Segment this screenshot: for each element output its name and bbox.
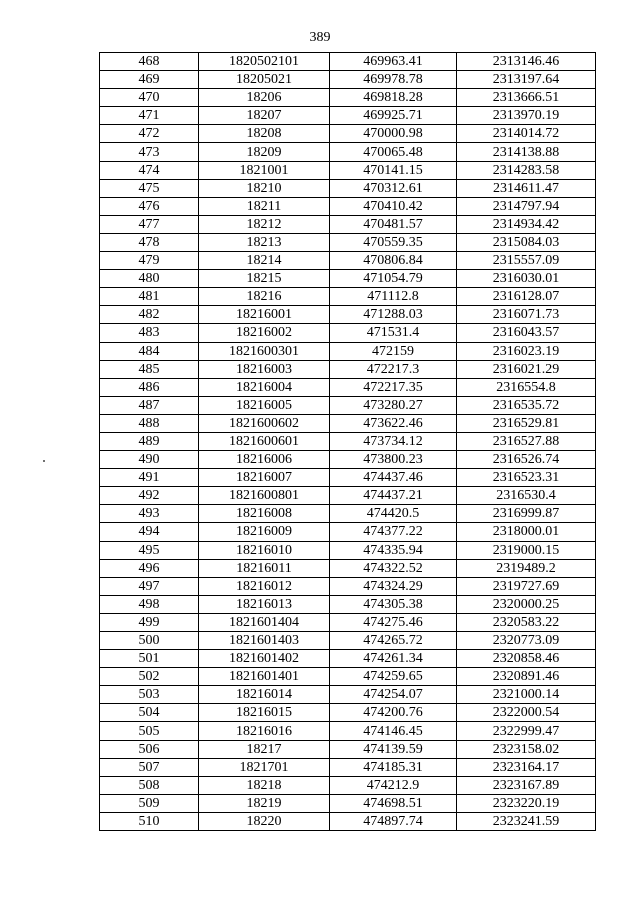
- row-index-cell: 476: [100, 197, 199, 215]
- point-id-cell: 18216009: [199, 523, 330, 541]
- row-index-cell: 471: [100, 107, 199, 125]
- row-index-cell: 485: [100, 360, 199, 378]
- x-coordinate-cell: 474322.52: [330, 559, 457, 577]
- x-coordinate-cell: 474335.94: [330, 541, 457, 559]
- y-coordinate-cell: 2320858.46: [457, 650, 596, 668]
- table-body: [100, 53, 596, 831]
- point-id-cell: 18220: [199, 812, 330, 830]
- table-row: [100, 505, 596, 523]
- y-coordinate-cell: 2319000.15: [457, 541, 596, 559]
- y-coordinate-cell: 2316023.19: [457, 342, 596, 360]
- table-row: [100, 740, 596, 758]
- x-coordinate-cell: 470141.15: [330, 161, 457, 179]
- row-index-cell: 510: [100, 812, 199, 830]
- point-id-cell: 1820502101: [199, 53, 330, 71]
- x-coordinate-cell: 473734.12: [330, 432, 457, 450]
- table-row: [100, 53, 596, 71]
- table-row: [100, 776, 596, 794]
- y-coordinate-cell: 2316043.57: [457, 324, 596, 342]
- y-coordinate-cell: 2320000.25: [457, 595, 596, 613]
- y-coordinate-cell: 2316999.87: [457, 505, 596, 523]
- x-coordinate-cell: 474259.65: [330, 668, 457, 686]
- point-id-cell: 18206: [199, 89, 330, 107]
- y-coordinate-cell: 2323164.17: [457, 758, 596, 776]
- point-id-cell: 18215: [199, 270, 330, 288]
- y-coordinate-cell: 2323158.02: [457, 740, 596, 758]
- table-row: [100, 396, 596, 414]
- table-row: [100, 215, 596, 233]
- table-row: [100, 107, 596, 125]
- x-coordinate-cell: 472217.3: [330, 360, 457, 378]
- row-index-cell: 469: [100, 71, 199, 89]
- point-id-cell: 18216006: [199, 451, 330, 469]
- row-index-cell: 498: [100, 595, 199, 613]
- table-row: [100, 161, 596, 179]
- row-index-cell: 484: [100, 342, 199, 360]
- y-coordinate-cell: 2316030.01: [457, 270, 596, 288]
- point-id-cell: 18216013: [199, 595, 330, 613]
- y-coordinate-cell: 2319489.2: [457, 559, 596, 577]
- y-coordinate-cell: 2316529.81: [457, 414, 596, 432]
- x-coordinate-cell: 469925.71: [330, 107, 457, 125]
- x-coordinate-cell: 474377.22: [330, 523, 457, 541]
- y-coordinate-cell: 2320583.22: [457, 613, 596, 631]
- y-coordinate-cell: 2320773.09: [457, 632, 596, 650]
- y-coordinate-cell: 2316530.4: [457, 487, 596, 505]
- y-coordinate-cell: 2313666.51: [457, 89, 596, 107]
- x-coordinate-cell: 474897.74: [330, 812, 457, 830]
- y-coordinate-cell: 2316535.72: [457, 396, 596, 414]
- point-id-cell: 18211: [199, 197, 330, 215]
- row-index-cell: 494: [100, 523, 199, 541]
- y-coordinate-cell: 2316071.73: [457, 306, 596, 324]
- x-coordinate-cell: 471112.8: [330, 288, 457, 306]
- x-coordinate-cell: 470806.84: [330, 252, 457, 270]
- row-index-cell: 478: [100, 233, 199, 251]
- point-id-cell: 18214: [199, 252, 330, 270]
- point-id-cell: 18216014: [199, 686, 330, 704]
- y-coordinate-cell: 2316128.07: [457, 288, 596, 306]
- table-row: [100, 577, 596, 595]
- point-id-cell: 18205021: [199, 71, 330, 89]
- row-index-cell: 502: [100, 668, 199, 686]
- row-index-cell: 504: [100, 704, 199, 722]
- x-coordinate-cell: 474200.76: [330, 704, 457, 722]
- y-coordinate-cell: 2313197.64: [457, 71, 596, 89]
- x-coordinate-cell: 474420.5: [330, 505, 457, 523]
- point-id-cell: 18213: [199, 233, 330, 251]
- y-coordinate-cell: 2316554.8: [457, 378, 596, 396]
- table-row: [100, 288, 596, 306]
- x-coordinate-cell: 474261.34: [330, 650, 457, 668]
- point-id-cell: 18216011: [199, 559, 330, 577]
- point-id-cell: 18216015: [199, 704, 330, 722]
- table-row: [100, 89, 596, 107]
- point-id-cell: 1821600602: [199, 414, 330, 432]
- point-id-cell: 1821600801: [199, 487, 330, 505]
- x-coordinate-cell: 470312.61: [330, 179, 457, 197]
- y-coordinate-cell: 2323220.19: [457, 794, 596, 812]
- point-id-cell: 1821001: [199, 161, 330, 179]
- point-id-cell: 18217: [199, 740, 330, 758]
- point-id-cell: 18216016: [199, 722, 330, 740]
- point-id-cell: 1821601401: [199, 668, 330, 686]
- row-index-cell: 488: [100, 414, 199, 432]
- table-row: [100, 794, 596, 812]
- y-coordinate-cell: 2323241.59: [457, 812, 596, 830]
- row-index-cell: 470: [100, 89, 199, 107]
- point-id-cell: 18216004: [199, 378, 330, 396]
- y-coordinate-cell: 2320891.46: [457, 668, 596, 686]
- row-index-cell: 503: [100, 686, 199, 704]
- table-row: [100, 469, 596, 487]
- y-coordinate-cell: 2313970.19: [457, 107, 596, 125]
- x-coordinate-cell: 469963.41: [330, 53, 457, 71]
- row-index-cell: 496: [100, 559, 199, 577]
- table-row: [100, 378, 596, 396]
- table-row: [100, 306, 596, 324]
- y-coordinate-cell: 2314014.72: [457, 125, 596, 143]
- point-id-cell: 18210: [199, 179, 330, 197]
- row-index-cell: 499: [100, 613, 199, 631]
- point-id-cell: 1821701: [199, 758, 330, 776]
- row-index-cell: 492: [100, 487, 199, 505]
- row-index-cell: 495: [100, 541, 199, 559]
- x-coordinate-cell: 471054.79: [330, 270, 457, 288]
- point-id-cell: 18216: [199, 288, 330, 306]
- point-id-cell: 18216003: [199, 360, 330, 378]
- row-index-cell: 489: [100, 432, 199, 450]
- table-row: [100, 414, 596, 432]
- point-id-cell: 18216005: [199, 396, 330, 414]
- table-row: [100, 559, 596, 577]
- row-index-cell: 474: [100, 161, 199, 179]
- x-coordinate-cell: 474185.31: [330, 758, 457, 776]
- x-coordinate-cell: 474698.51: [330, 794, 457, 812]
- table-row: [100, 270, 596, 288]
- point-id-cell: 18209: [199, 143, 330, 161]
- row-index-cell: 506: [100, 740, 199, 758]
- point-id-cell: 1821601403: [199, 632, 330, 650]
- y-coordinate-cell: 2316526.74: [457, 451, 596, 469]
- table-row: [100, 650, 596, 668]
- x-coordinate-cell: 471288.03: [330, 306, 457, 324]
- y-coordinate-cell: 2314138.88: [457, 143, 596, 161]
- table-row: [100, 360, 596, 378]
- point-id-cell: 18216008: [199, 505, 330, 523]
- row-index-cell: 481: [100, 288, 199, 306]
- table-row: [100, 704, 596, 722]
- y-coordinate-cell: 2322999.47: [457, 722, 596, 740]
- y-coordinate-cell: 2314283.58: [457, 161, 596, 179]
- x-coordinate-cell: 470481.57: [330, 215, 457, 233]
- table-row: [100, 125, 596, 143]
- y-coordinate-cell: 2314611.47: [457, 179, 596, 197]
- row-index-cell: 501: [100, 650, 199, 668]
- x-coordinate-cell: 471531.4: [330, 324, 457, 342]
- x-coordinate-cell: 472217.35: [330, 378, 457, 396]
- table-row: [100, 324, 596, 342]
- point-id-cell: 18216002: [199, 324, 330, 342]
- table-row: [100, 252, 596, 270]
- table-row: [100, 758, 596, 776]
- row-index-cell: 480: [100, 270, 199, 288]
- table-row: [100, 179, 596, 197]
- point-id-cell: 18216012: [199, 577, 330, 595]
- x-coordinate-cell: 474254.07: [330, 686, 457, 704]
- y-coordinate-cell: 2315557.09: [457, 252, 596, 270]
- x-coordinate-cell: 474305.38: [330, 595, 457, 613]
- point-id-cell: 1821600301: [199, 342, 330, 360]
- row-index-cell: 507: [100, 758, 199, 776]
- table-row: [100, 812, 596, 830]
- point-id-cell: 18208: [199, 125, 330, 143]
- table-row: [100, 632, 596, 650]
- row-index-cell: 508: [100, 776, 199, 794]
- row-index-cell: 482: [100, 306, 199, 324]
- row-index-cell: 491: [100, 469, 199, 487]
- y-coordinate-cell: 2316523.31: [457, 469, 596, 487]
- table-row: [100, 668, 596, 686]
- point-id-cell: 18216010: [199, 541, 330, 559]
- table-row: [100, 487, 596, 505]
- y-coordinate-cell: 2315084.03: [457, 233, 596, 251]
- coordinates-table: [99, 52, 596, 831]
- y-coordinate-cell: 2314934.42: [457, 215, 596, 233]
- row-index-cell: 500: [100, 632, 199, 650]
- y-coordinate-cell: 2318000.01: [457, 523, 596, 541]
- row-index-cell: 473: [100, 143, 199, 161]
- point-id-cell: 1821600601: [199, 432, 330, 450]
- x-coordinate-cell: 470410.42: [330, 197, 457, 215]
- x-coordinate-cell: 473622.46: [330, 414, 457, 432]
- x-coordinate-cell: 473280.27: [330, 396, 457, 414]
- x-coordinate-cell: 474265.72: [330, 632, 457, 650]
- table-row: [100, 595, 596, 613]
- x-coordinate-cell: 473800.23: [330, 451, 457, 469]
- x-coordinate-cell: 470559.35: [330, 233, 457, 251]
- point-id-cell: 1821601404: [199, 613, 330, 631]
- x-coordinate-cell: 474437.46: [330, 469, 457, 487]
- point-id-cell: 18218: [199, 776, 330, 794]
- row-index-cell: 486: [100, 378, 199, 396]
- x-coordinate-cell: 470065.48: [330, 143, 457, 161]
- table-row: [100, 143, 596, 161]
- y-coordinate-cell: 2319727.69: [457, 577, 596, 595]
- row-index-cell: 477: [100, 215, 199, 233]
- x-coordinate-cell: 474275.46: [330, 613, 457, 631]
- row-index-cell: 483: [100, 324, 199, 342]
- table-row: [100, 523, 596, 541]
- x-coordinate-cell: 474437.21: [330, 487, 457, 505]
- row-index-cell: 487: [100, 396, 199, 414]
- table-row: [100, 342, 596, 360]
- y-coordinate-cell: 2313146.46: [457, 53, 596, 71]
- x-coordinate-cell: 469978.78: [330, 71, 457, 89]
- x-coordinate-cell: 470000.98: [330, 125, 457, 143]
- table-row: [100, 233, 596, 251]
- point-id-cell: 18212: [199, 215, 330, 233]
- y-coordinate-cell: 2316527.88: [457, 432, 596, 450]
- y-coordinate-cell: 2316021.29: [457, 360, 596, 378]
- x-coordinate-cell: 474146.45: [330, 722, 457, 740]
- row-index-cell: 509: [100, 794, 199, 812]
- table-row: [100, 686, 596, 704]
- stray-mark: [43, 460, 45, 462]
- x-coordinate-cell: 474324.29: [330, 577, 457, 595]
- table-row: [100, 71, 596, 89]
- table-row: [100, 541, 596, 559]
- y-coordinate-cell: 2314797.94: [457, 197, 596, 215]
- row-index-cell: 505: [100, 722, 199, 740]
- x-coordinate-cell: 469818.28: [330, 89, 457, 107]
- point-id-cell: 1821601402: [199, 650, 330, 668]
- table-row: [100, 722, 596, 740]
- point-id-cell: 18216007: [199, 469, 330, 487]
- row-index-cell: 475: [100, 179, 199, 197]
- row-index-cell: 497: [100, 577, 199, 595]
- x-coordinate-cell: 474139.59: [330, 740, 457, 758]
- point-id-cell: 18216001: [199, 306, 330, 324]
- point-id-cell: 18219: [199, 794, 330, 812]
- row-index-cell: 472: [100, 125, 199, 143]
- y-coordinate-cell: 2323167.89: [457, 776, 596, 794]
- point-id-cell: 18207: [199, 107, 330, 125]
- y-coordinate-cell: 2321000.14: [457, 686, 596, 704]
- row-index-cell: 493: [100, 505, 199, 523]
- y-coordinate-cell: 2322000.54: [457, 704, 596, 722]
- table-row: [100, 451, 596, 469]
- x-coordinate-cell: 472159: [330, 342, 457, 360]
- row-index-cell: 479: [100, 252, 199, 270]
- x-coordinate-cell: 474212.9: [330, 776, 457, 794]
- row-index-cell: 468: [100, 53, 199, 71]
- table-row: [100, 432, 596, 450]
- table-row: [100, 197, 596, 215]
- table-row: [100, 613, 596, 631]
- row-index-cell: 490: [100, 451, 199, 469]
- page-number: 389: [309, 30, 331, 45]
